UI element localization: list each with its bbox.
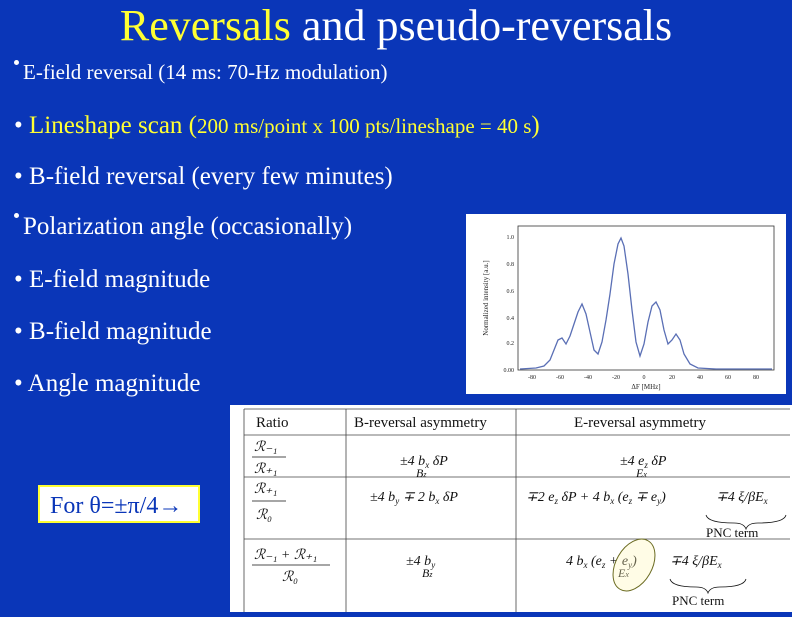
theta-condition-box: For θ=±π/4→ bbox=[38, 485, 200, 523]
lineshape-curve bbox=[520, 238, 772, 369]
ytick: 0.6 bbox=[506, 289, 514, 295]
svg-text:ℛ₀: ℛ₀ bbox=[282, 570, 299, 585]
xtick: 0 bbox=[642, 375, 646, 381]
page-title: Reversals and pseudo-reversals bbox=[119, 1, 673, 50]
xtick: 80 bbox=[753, 375, 759, 381]
xtick: -40 bbox=[584, 375, 592, 381]
bullet-polarization-angle: Polarization angle (occasionally) bbox=[14, 213, 352, 241]
table-row bbox=[252, 440, 667, 480]
asymmetry-table bbox=[230, 405, 792, 612]
ytick: 0.00 bbox=[503, 368, 514, 374]
svg-text:Bz: Bz bbox=[416, 466, 427, 480]
table-row bbox=[252, 532, 746, 608]
header-ratio: Ratio bbox=[256, 415, 289, 431]
svg-text:∓4 ξ/βEx: ∓4 $\xi/\beta E_x$ bbox=[716, 490, 768, 506]
svg-text:ℛ₋₁: ℛ₋₁ bbox=[254, 440, 278, 455]
table-row bbox=[252, 482, 786, 540]
svg-text:4 bx (ez + ey): 4 $b_x$ $(e_z + e_y)$ bbox=[566, 554, 637, 570]
svg-text:Ex: Ex bbox=[618, 566, 629, 580]
bullet-angle-magnitude: • Angle magnitude bbox=[14, 370, 201, 397]
svg-text:ℛ₊₁: ℛ₊₁ bbox=[254, 482, 278, 497]
svg-text:±4 ez δP: ±4 $e_z$ δP bbox=[620, 454, 667, 470]
xtick: 60 bbox=[725, 375, 731, 381]
ytick: 0.4 bbox=[506, 316, 514, 322]
svg-text:∓4 ξ/βEx: ∓4 $\xi/\beta E_x$ bbox=[670, 554, 722, 570]
header-e-reversal: E-reversal asymmetry bbox=[574, 415, 707, 431]
svg-text:∓2 ez δP + 4 bx (ez ∓ ey): ∓2 $e_z$ δP + 4 $b_x$ $(e_z \mp e_y)$ bbox=[526, 490, 666, 506]
lineshape-plot bbox=[466, 214, 786, 394]
bullet-bfield-magnitude: • B-field magnitude bbox=[14, 318, 212, 345]
bullet-dot bbox=[14, 60, 19, 65]
svg-text:ℛ₀: ℛ₀ bbox=[256, 508, 273, 523]
pnc-term-label: PNC term bbox=[706, 525, 759, 540]
plot-xlabel: ΔF [MHz] bbox=[631, 383, 661, 391]
pnc-term-label: PNC term bbox=[672, 593, 725, 608]
xtick: -60 bbox=[556, 375, 564, 381]
svg-text:Bz: Bz bbox=[422, 566, 433, 580]
ytick: 0.2 bbox=[506, 341, 514, 347]
svg-text:ℛ₊₁: ℛ₊₁ bbox=[254, 462, 278, 477]
xtick: -20 bbox=[612, 375, 620, 381]
bullet-dot bbox=[14, 213, 19, 218]
ytick: 1.0 bbox=[506, 235, 514, 241]
xtick: -80 bbox=[528, 375, 536, 381]
header-b-reversal: B-reversal asymmetry bbox=[354, 415, 487, 431]
bullet-efield-magnitude: • E-field magnitude bbox=[14, 266, 211, 293]
xtick: 40 bbox=[697, 375, 703, 381]
bullet-lineshape-scan: • Lineshape scan (200 ms/point x 100 pts/lineshape = 40 s) bbox=[14, 112, 540, 139]
bullet-efield-reversal: E-field reversal (14 ms: 70-Hz modulation) bbox=[14, 60, 387, 85]
bullet-bfield-reversal: • B-field reversal (every few minutes) bbox=[14, 163, 393, 190]
ytick: 0.8 bbox=[506, 262, 514, 268]
svg-text:Ex: Ex bbox=[636, 466, 647, 480]
svg-text:±4 by: ±4 $b_y$ bbox=[406, 554, 436, 570]
xtick: 20 bbox=[669, 375, 675, 381]
plot-frame bbox=[518, 226, 774, 370]
svg-text:±4 by ∓ 2 bx δP: ±4 $b_y \mp 2$ $b_x$ δP bbox=[370, 490, 458, 506]
plot-ylabel: Normalized intensity [a.u.] bbox=[482, 260, 490, 336]
svg-text:±4 bx δP: ±4 $b_x$ δP bbox=[400, 454, 448, 470]
svg-text:ℛ₋₁ + ℛ₊₁: ℛ₋₁ + ℛ₊₁ bbox=[254, 548, 318, 563]
